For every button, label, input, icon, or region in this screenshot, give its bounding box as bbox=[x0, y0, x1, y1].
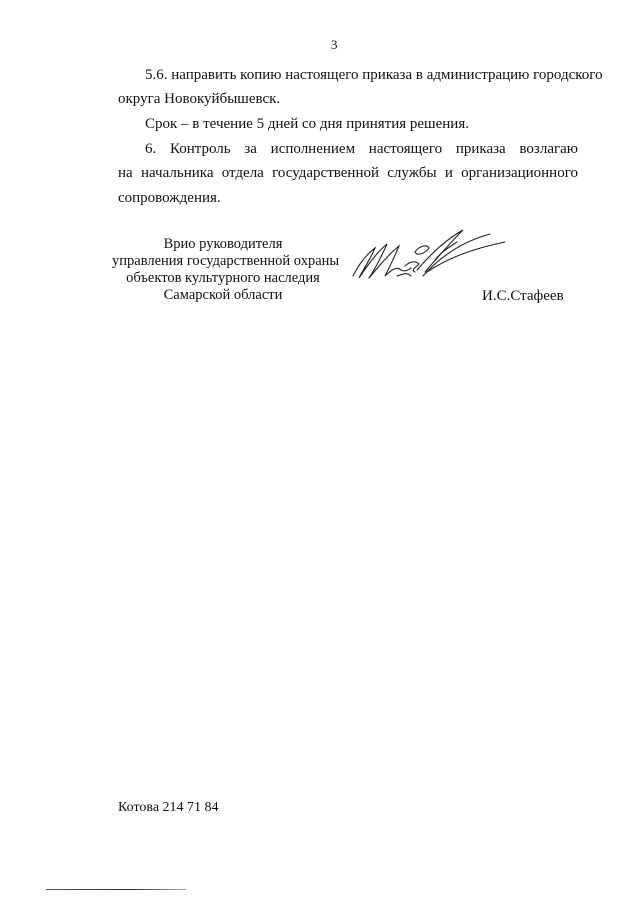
position-line: управления государственной охраны bbox=[112, 253, 340, 269]
position-line: объектов культурного наследия bbox=[126, 270, 320, 286]
paragraph-6-line-1: 6. Контроль за исполнением настоящего приказа возлагаю bbox=[145, 141, 578, 157]
paragraph-6-line-3: сопровождения. bbox=[118, 190, 221, 206]
deadline-text: Срок – в течение 5 дней со дня принятия решения. bbox=[145, 116, 469, 132]
position-line: Самарской области bbox=[163, 287, 283, 303]
paragraph-5-6-line-1: 5.6. направить копию настоящего приказа в администрацию городского bbox=[145, 67, 603, 83]
signatory-position bbox=[112, 236, 340, 304]
paragraph-6-line-2: на начальника отдела государственной службы и организационного bbox=[118, 165, 578, 181]
page-number: 3 bbox=[331, 37, 338, 52]
footer-divider bbox=[46, 889, 186, 890]
executor-contact: Котова 214 71 84 bbox=[118, 800, 219, 815]
position-line: Врио руководителя bbox=[163, 236, 283, 252]
handwritten-signature bbox=[345, 226, 510, 296]
paragraph-5-6-line-2: округа Новокуйбышевск. bbox=[118, 91, 281, 107]
signatory-name: И.С.Стафеев bbox=[482, 288, 564, 304]
